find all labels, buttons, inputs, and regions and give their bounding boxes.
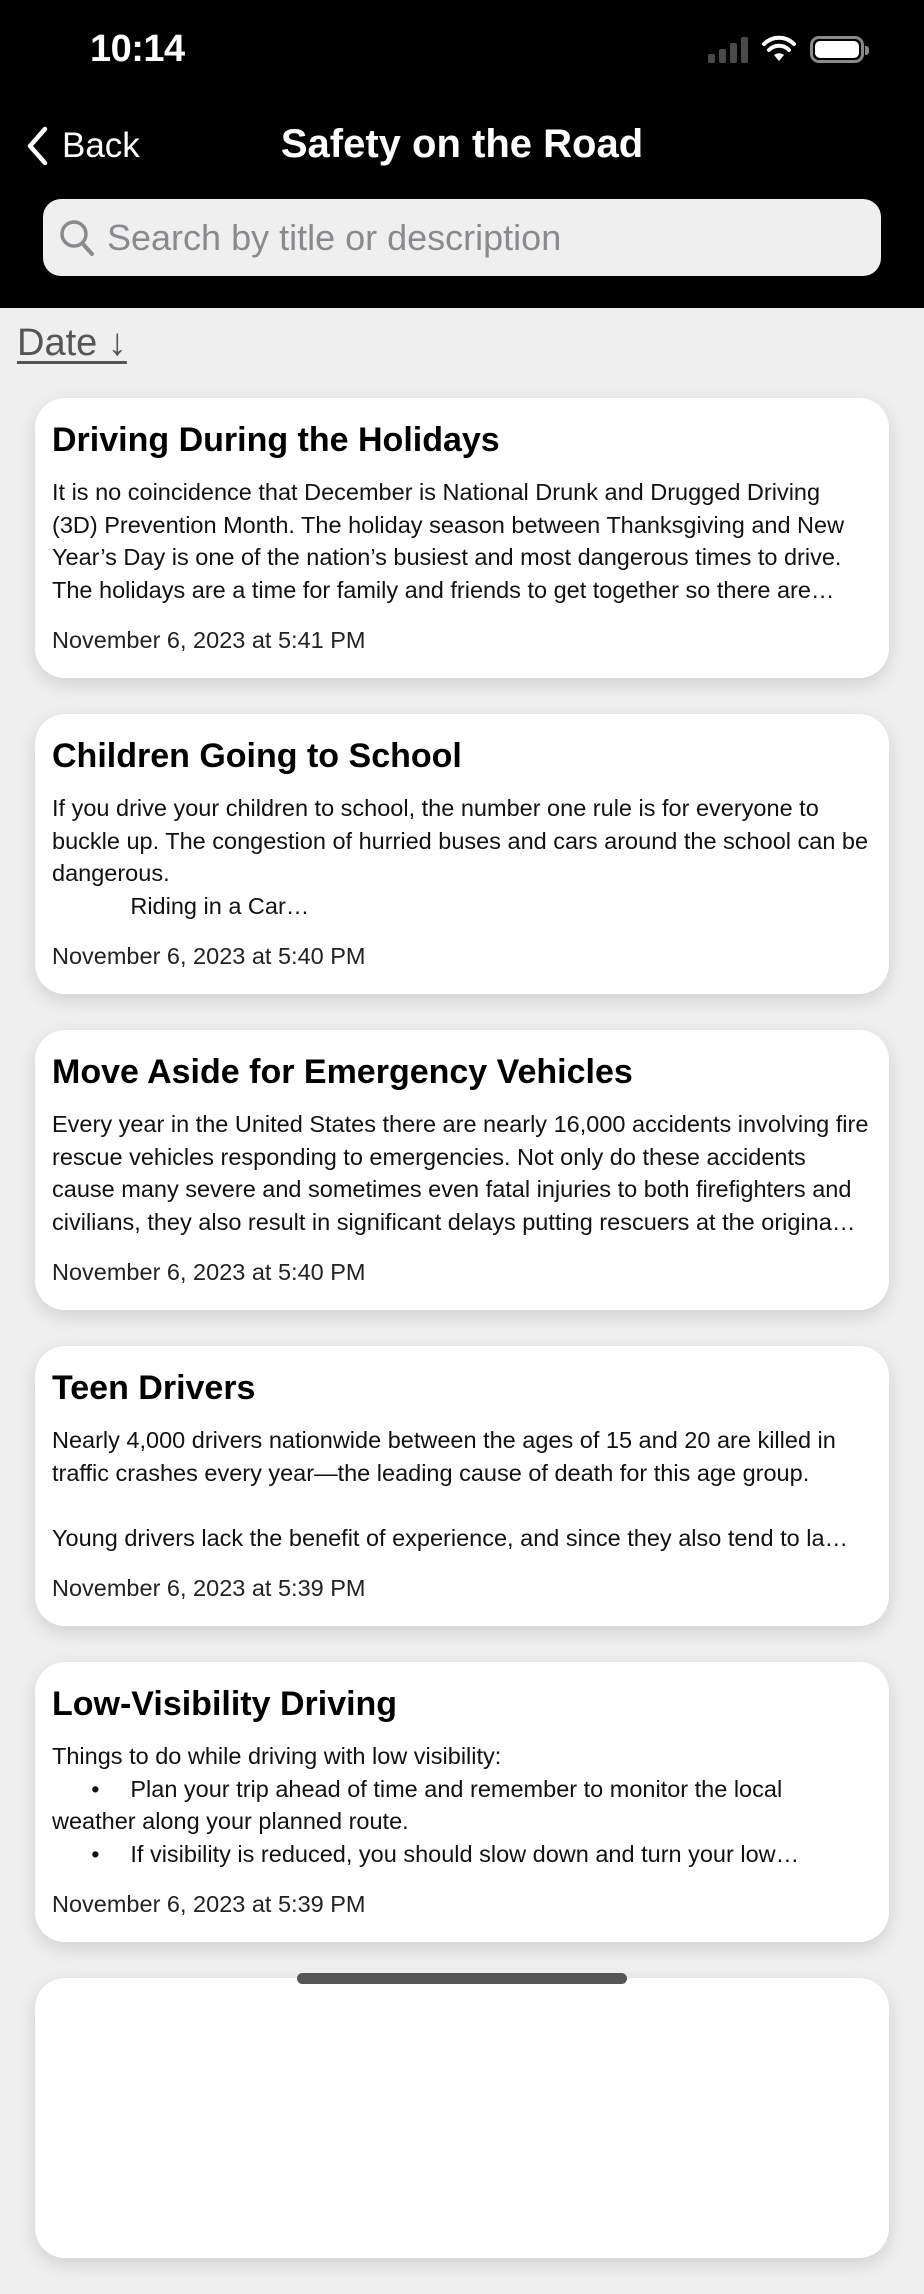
navbar bbox=[0, 112, 924, 188]
home-indicator[interactable] bbox=[297, 1973, 627, 1984]
search-input[interactable] bbox=[107, 217, 867, 259]
article-description: It is no coincidence that December is National Drunk and Drugged Driving (3D) Prevention Month. The holiday season between Thanksgiving and New Year’s Day is one of the nation’s busiest and most dangerous times to drive. The holidays are a time for family and friends to get together so there are… bbox=[52, 479, 851, 603]
cellular-signal-icon bbox=[708, 37, 748, 63]
article-date: November 6, 2023 at 5:40 PM bbox=[52, 1259, 366, 1285]
article-date: November 6, 2023 at 5:41 PM bbox=[52, 627, 366, 653]
battery-icon bbox=[810, 36, 864, 63]
search-icon bbox=[59, 218, 95, 258]
article-date: November 6, 2023 at 5:39 PM bbox=[52, 1575, 366, 1601]
article-date: November 6, 2023 at 5:39 PM bbox=[52, 1891, 366, 1917]
status-time: 10:14 bbox=[90, 28, 185, 70]
page-title: Safety on the Road bbox=[280, 122, 644, 166]
article-title: Teen Drivers bbox=[52, 1369, 256, 1407]
status-icons bbox=[708, 36, 864, 63]
back-label: Back bbox=[62, 126, 140, 165]
article-description: Things to do while driving with low visibility: • Plan your trip ahead of time and remember to monitor the local weather along your planned route. • If visibility is reduced, you should slow down and turn your low… bbox=[52, 1743, 800, 1867]
article-title: Move Aside for Emergency Vehicles bbox=[52, 1053, 633, 1091]
article-card[interactable] bbox=[35, 714, 889, 994]
article-list bbox=[35, 398, 889, 2294]
article-description: Every year in the United States there are nearly 16,000 accidents involving fire rescue vehicles responding to emergencies. Not only do these accidents cause many severe and sometimes even fatal injuries to both firefighters and civilians, they also result in significant delays putting rescuers at the origina… bbox=[52, 1111, 875, 1235]
article-description: If you drive your children to school, the number one rule is for everyone to buckle up. The congestion of hurried buses and cars around the school can be dangerous. Riding in a Car… bbox=[52, 795, 869, 919]
article-title: Children Going to School bbox=[52, 737, 462, 775]
header bbox=[0, 0, 924, 308]
article-card[interactable] bbox=[35, 398, 889, 678]
article-card[interactable] bbox=[35, 1030, 889, 1310]
search-bar[interactable] bbox=[43, 199, 881, 276]
article-description: Nearly 4,000 drivers nationwide between the ages of 15 and 20 are killed in traffic crashes every year—the leading cause of death for this age group. Young drivers lack the benefit of experience, and since they also tend to la… bbox=[52, 1427, 849, 1551]
sort-by-date-button[interactable]: Date ↓ bbox=[17, 322, 127, 364]
article-card[interactable] bbox=[35, 1346, 889, 1626]
article-card[interactable] bbox=[35, 1662, 889, 1942]
article-title: Driving During the Holidays bbox=[52, 421, 500, 459]
wifi-icon bbox=[762, 37, 796, 63]
article-card-partial[interactable] bbox=[35, 1978, 889, 2258]
article-date: November 6, 2023 at 5:40 PM bbox=[52, 943, 366, 969]
article-title: Low-Visibility Driving bbox=[52, 1685, 398, 1723]
